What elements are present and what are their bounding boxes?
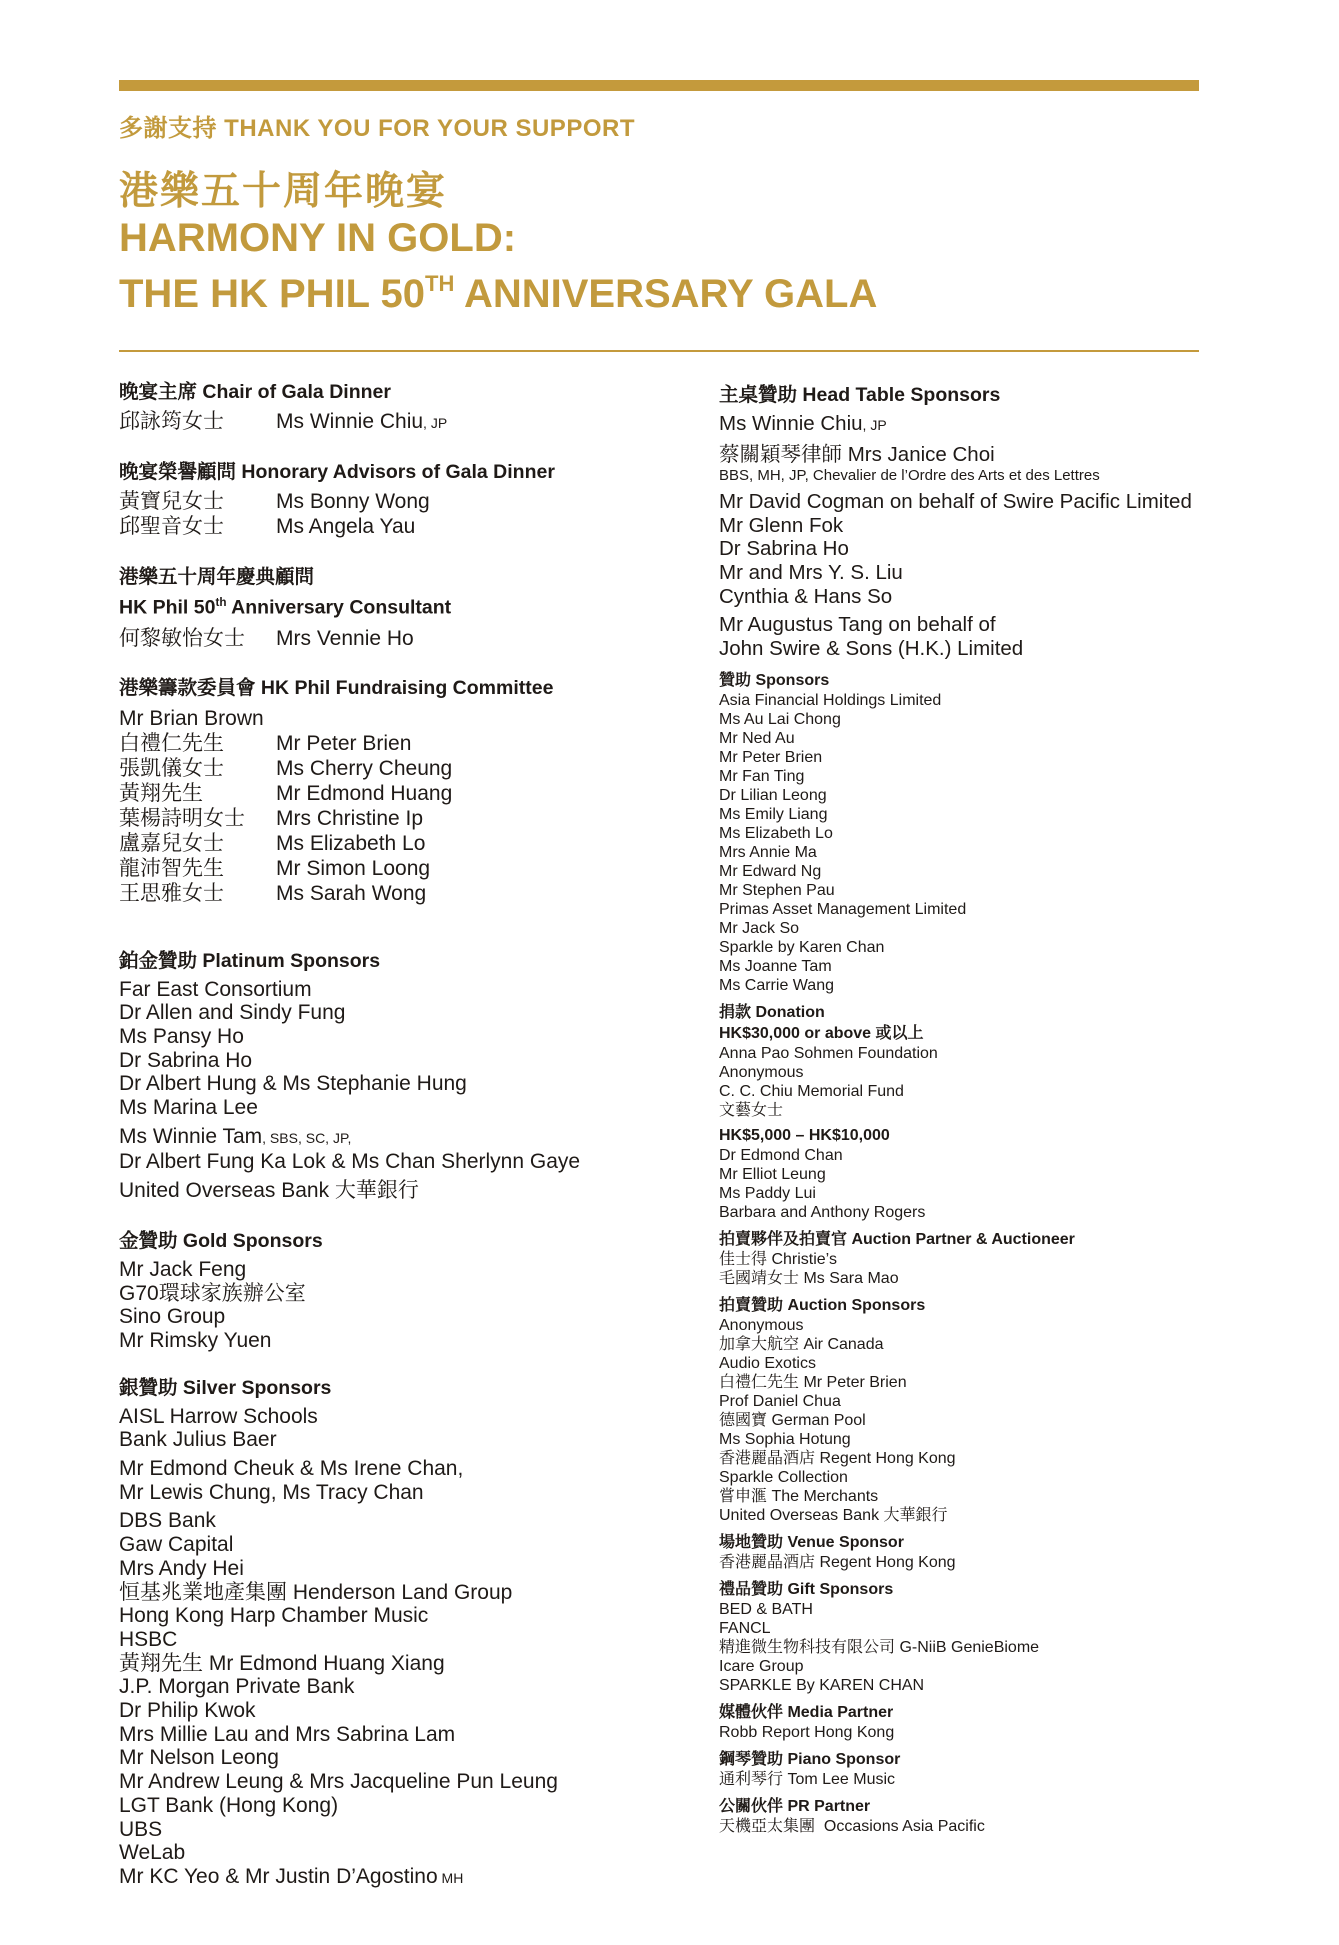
list-item: 佳士得 Christie’s [719,1251,837,1269]
donation-tier-1: HK$30,000 or above 或以上 [719,1025,924,1043]
list-item: Ms Sophia Hotung [719,1431,851,1449]
list-item: Ms Elizabeth Lo [719,825,833,843]
name-zh: 龍沛智先生 [119,856,224,880]
list-item [119,806,699,831]
name-zh: 張凱儀女士 [119,756,224,780]
list-item: AISL Harrow Schools [119,1404,318,1428]
list-item: LGT Bank (Hong Kong) [119,1793,339,1817]
section-head-table [719,383,1239,660]
list-item: Anonymous [719,1064,804,1082]
section-heading: 港樂籌款委員會 HK Phil Fundraising Committee [119,676,554,699]
section-heading: 場地贊助 Venue Sponsor [719,1534,904,1552]
title-line-2-post: ANNIVERSARY GALA [454,272,878,316]
list-item: 恒基兆業地產集團 Henderson Land Group [119,1580,513,1604]
list-item [119,489,699,514]
silver-group-1 [119,1405,699,1452]
name-zh: 邱詠筠女士 [119,410,224,433]
list-item: 毛國靖女士 Ms Sara Mao [719,1270,899,1288]
list-item: Bank Julius Baer [119,1428,277,1452]
list-item: Mrs Millie Lau and Mrs Sabrina Lam [119,1722,456,1746]
list-item: Cynthia & Hans So [719,584,893,608]
donation-tier-2: HK$5,000 – HK$10,000 [719,1127,890,1145]
list-item: Mr Edmond Cheuk & Ms Irene Chan, [119,1457,464,1481]
list-item: Mr Glenn Fok [719,513,844,537]
name-en: Mr Edmond Huang [276,781,453,805]
list-item: Mrs Andy Hei [119,1556,244,1580]
list-item: 精進微生物科技有限公司 G-NiiB GenieBiome [719,1639,1040,1657]
section-heading: 主桌贊助 Head Table Sponsors [719,384,1001,406]
gold-list [119,1258,699,1353]
section-media [719,1702,1239,1742]
list-item: Dr Sabrina Ho [719,537,849,561]
list-item: Gaw Capital [119,1533,234,1557]
name-en: Ms Bonny Wong [276,490,430,513]
title-line-1: HARMONY IN GOLD: [119,216,517,260]
list-item: Robb Report Hong Kong [719,1724,895,1742]
list-item: 白禮仁先生 Mr Peter Brien [719,1374,907,1392]
head-table-list [719,490,1239,608]
list-item: 香港麗晶酒店 Regent Hong Kong [719,1450,956,1468]
list-item: DBS Bank [119,1509,216,1533]
title-line-2 [119,266,877,322]
list-item: Far East Consortium [119,977,312,1001]
section-piano [719,1749,1239,1789]
section-gold [119,1229,699,1353]
right-column [719,383,1239,1836]
choi-entry [719,443,1239,486]
list-item: Mr Rimsky Yuen [119,1328,272,1352]
section-consultant [119,565,699,651]
list-item: 黃翔先生 Mr Edmond Huang Xiang [119,1651,445,1675]
name-zh: 黃寶兒女士 [119,490,224,513]
list-item: Dr Edmond Chan [719,1147,843,1165]
section-sponsors [719,670,1239,995]
section-auction-sponsors [719,1295,1239,1525]
list-item: Mr Ned Au [719,730,795,748]
list-item: Mr and Mrs Y. S. Liu [719,560,903,584]
name-en-wrap [276,409,447,436]
list-item: 加拿大航空 Air Canada [719,1336,884,1354]
list-item: Mr Elliot Leung [719,1166,826,1184]
list-item: J.P. Morgan Private Bank [119,1675,355,1699]
name-suffix: , JP [423,415,448,431]
list-item: WeLab [119,1841,186,1865]
list-item [119,1865,699,1891]
list-item: Primas Asset Management Limited [719,901,967,919]
list-item: Dr Albert Hung & Ms Stephanie Hung [119,1072,467,1096]
list-item: Anonymous [719,1317,804,1335]
list-item: Mr Stephen Pau [719,882,835,900]
list-item: UBS [119,1817,163,1841]
heading-en-pre: HK Phil 50 [119,596,216,619]
list-item: Icare Group [719,1658,804,1676]
list-item: SPARKLE By KAREN CHAN [719,1677,925,1695]
list-item [119,781,699,806]
list-item: 香港麗晶酒店 Regent Hong Kong [719,1554,956,1572]
top-gold-bar [119,80,1199,91]
list-item: Mr David Cogman on behalf of Swire Pacific Limited [719,490,1192,514]
list-item: Mr Andrew Leung & Mrs Jacqueline Pun Leung [119,1770,558,1794]
name-en: Ms Elizabeth Lo [276,831,426,855]
silver-group-2 [119,1457,699,1504]
list-item [119,856,699,881]
list-item: Ms Marina Lee [119,1096,258,1120]
name-zh: 葉楊詩明女士 [119,806,245,830]
list-item [119,409,699,436]
section-venue [719,1532,1239,1572]
section-heading: 拍賣夥伴及拍賣官 Auction Partner & Auctioneer [719,1231,1075,1249]
list-item: C. C. Chiu Memorial Fund [719,1083,904,1101]
list-item: Ms Joanne Tam [719,958,832,976]
list-item: Prof Daniel Chua [719,1393,841,1411]
list-item: BED & BATH [719,1601,813,1619]
name-en: Ms Winnie Chiu [276,410,424,433]
name-en: Ms Winnie Chiu [719,412,863,435]
tang-entry [719,613,1239,660]
section-silver [119,1376,699,1891]
section-heading: 晚宴榮譽顧問 Honorary Advisors of Gala Dinner [119,461,555,483]
list-item: FANCL [719,1620,771,1638]
section-heading-zh: 港樂五十周年慶典顧問 [119,566,315,588]
section-heading: 拍賣贊助 Auction Sponsors [719,1297,926,1315]
name-en: Ms Cherry Cheung [276,756,453,780]
list-item: 通利琴行 Tom Lee Music [719,1771,896,1789]
list-item: Dr Lilian Leong [719,787,827,805]
section-advisors [119,460,699,539]
list-item: Dr Albert Fung Ka Lok & Ms Chan Sherlynn Gaye [119,1150,581,1174]
name-en: Mr Simon Loong [276,856,431,880]
name-en: Mrs Christine Ip [276,806,424,830]
list-item: Anna Pao Sohmen Foundation [719,1045,938,1063]
list-item: Mr Jack Feng [119,1257,247,1281]
left-column [119,380,699,1891]
name-suffix: , JP [862,417,887,433]
section-gift [719,1579,1239,1695]
kicker: 多謝支持 THANK YOU FOR YOUR SUPPORT [119,115,635,142]
name-en: Ms Angela Yau [276,515,416,538]
name-zh: 白禮仁先生 [119,731,224,755]
name-zh: 盧嘉兒女士 [119,831,224,855]
list-item [119,731,699,756]
section-platinum [119,949,699,1203]
honours-line: BBS, MH, JP, Chevalier de l’Ordre des Arts et des Lettres [719,467,1100,485]
name-en: Mr Peter Brien [276,731,412,755]
heading-en-sup: th [215,596,227,609]
name-zh: 邱聖音女士 [119,515,224,538]
list-item: Barbara and Anthony Rogers [719,1204,926,1222]
name-suffix: , SBS, SC, JP, [262,1129,352,1146]
list-item [119,1125,699,1151]
list-item [119,881,699,906]
title-line-2-pre: THE HK PHIL 50 [119,272,425,316]
section-donation [719,1002,1239,1222]
section-heading: 鋼琴贊助 Piano Sponsor [719,1751,901,1769]
section-heading: 鉑金贊助 Platinum Sponsors [119,949,381,972]
section-heading: 金贊助 Gold Sponsors [119,1229,323,1252]
list-item: Ms Pansy Ho [119,1024,244,1048]
section-heading: 公關伙伴 PR Partner [719,1798,871,1816]
heading-en-post: Anniversary Consultant [226,596,452,619]
list-item [119,626,699,651]
name-en: Ms Winnie Tam [119,1124,263,1148]
section-heading: 媒體伙伴 Media Partner [719,1704,894,1722]
list-item: Mr Augustus Tang on behalf of [719,613,996,637]
name-en: Mrs Vennie Ho [276,626,414,650]
name-zh: 黃翔先生 [119,781,203,805]
list-item [719,412,1239,438]
list-item: Mrs Annie Ma [719,844,817,862]
title-line-2-sup: TH [425,271,455,296]
section-pr [719,1796,1239,1836]
list-item: United Overseas Bank 大華銀行 [719,1507,948,1525]
list-item: Mr Peter Brien [719,749,823,767]
list-item: 德國寶 German Pool [719,1412,866,1430]
list-item: Sparkle by Karen Chan [719,939,885,957]
list-item [119,514,699,539]
list-item: Mr Lewis Chung, Ms Tracy Chan [119,1480,424,1504]
name-zh: 何黎敏怡女士 [119,626,245,650]
committee-lead: Mr Brian Brown [119,706,264,730]
list-item: Mr Fan Ting [719,768,805,786]
section-heading: 銀贊助 Silver Sponsors [119,1376,332,1399]
section-auction-partner [719,1229,1239,1288]
list-item: 文藝女士 [719,1102,784,1120]
section-heading: 贊助 Sponsors [719,672,830,690]
list-item: Dr Philip Kwok [119,1699,256,1723]
list-item: Ms Paddy Lui [719,1185,816,1203]
list-item: 蔡關穎琴律師 Mrs Janice Choi [719,442,995,466]
section-heading: 捐款 Donation [719,1004,825,1022]
list-item: Asia Financial Holdings Limited [719,692,942,710]
silver-group-3 [119,1509,699,1890]
list-item: Ms Carrie Wang [719,977,834,995]
list-item [119,756,699,781]
list-item: Hong Kong Harp Chamber Music [119,1604,429,1628]
list-item: Dr Sabrina Ho [119,1048,253,1072]
page-title-en [119,210,877,322]
list-item: Dr Allen and Sindy Fung [119,1001,346,1025]
list-item: John Swire & Sons (H.K.) Limited [719,636,1024,660]
list-item [119,831,699,856]
platinum-tam [119,1125,699,1174]
list-item: Mr Edward Ng [719,863,822,881]
list-item: United Overseas Bank 大華銀行 [119,1179,419,1203]
list-item: G70環球家族辦公室 [119,1281,306,1305]
name-suffix: MH [437,1870,464,1886]
name-en: Mr KC Yeo & Mr Justin D’Agostino [119,1865,438,1888]
header-rule [119,350,1199,352]
list-item: Mr Nelson Leong [119,1746,279,1770]
section-chair [119,380,699,436]
name-zh: 王思雅女士 [119,881,224,905]
name-en: Ms Sarah Wong [276,881,427,905]
platinum-list [119,978,699,1120]
list-item: Sino Group [119,1305,226,1329]
section-heading: 禮品贊助 Gift Sponsors [719,1581,894,1599]
list-item: Sparkle Collection [719,1469,848,1487]
list-item: Ms Au Lai Chong [719,711,841,729]
list-item: HSBC [119,1627,178,1651]
list-item: 嘗申滙 The Merchants [719,1488,879,1506]
list-item: Ms Emily Liang [719,806,828,824]
section-committee [119,676,699,906]
page-title-zh: 港樂五十周年晚宴 [119,170,448,213]
section-heading: 晚宴主席 Chair of Gala Dinner [119,381,391,403]
list-item: Audio Exotics [719,1355,816,1373]
section-heading-en [119,590,699,621]
list-item: Mr Jack So [719,920,800,938]
list-item: 天機亞太集團 Occasions Asia Pacific [719,1818,985,1836]
